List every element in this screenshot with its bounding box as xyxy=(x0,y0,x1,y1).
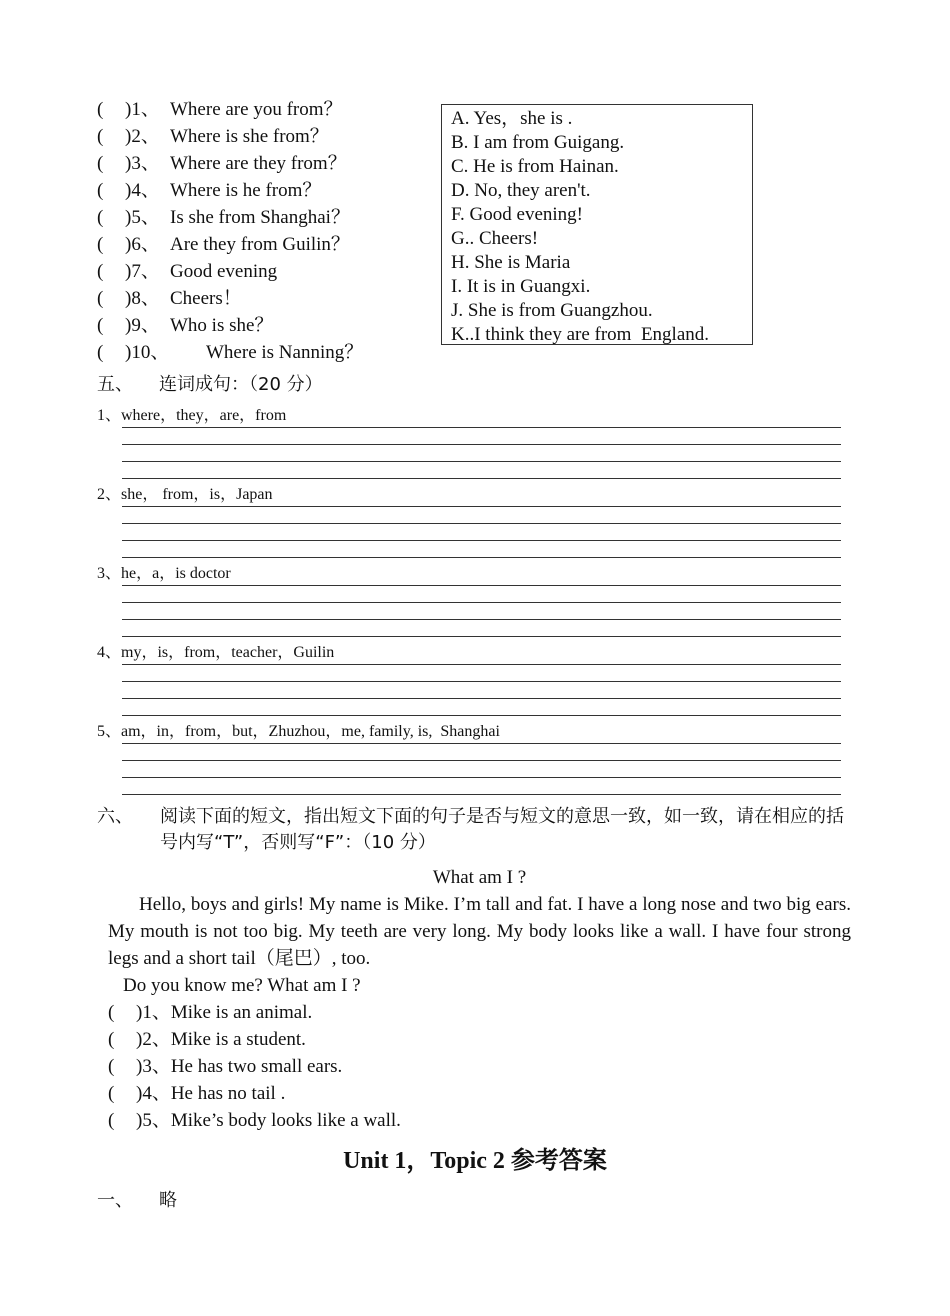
question-row: ( )10、 Where is Nanning？ xyxy=(97,342,364,363)
answer-text: 略 xyxy=(159,1190,177,1211)
answer-line[interactable] xyxy=(122,444,841,461)
option-row: C. He is from Hainan. xyxy=(451,156,619,177)
answer-mark: 一、 xyxy=(97,1190,133,1211)
option-row: K..I think they are from England. xyxy=(451,324,710,345)
section5-heading xyxy=(97,370,323,396)
sentence-prompt: 1、where，they，are，from xyxy=(97,407,287,424)
answer-line[interactable] xyxy=(122,540,841,557)
answer-line[interactable] xyxy=(122,698,841,715)
option-row: F. Good evening! xyxy=(451,204,583,225)
tf-statement: ( )5、Mike’s body looks like a wall. xyxy=(108,1110,401,1131)
option-row: I. It is in Guangxi. xyxy=(451,276,591,297)
sentence-item-3 xyxy=(97,563,841,653)
answer-line[interactable] xyxy=(122,506,841,523)
answer-line[interactable] xyxy=(122,681,841,698)
sentence-prompt: 5、am，in，from，but，Zhuzhou，me, family, is, Shanghai xyxy=(97,723,500,740)
sentence-item-2 xyxy=(97,484,841,574)
answer-key-first xyxy=(97,1186,177,1212)
option-row: D. No, they aren't. xyxy=(451,180,591,201)
answer-key-title: Unit 1，Topic 2 参考答案 xyxy=(343,1148,607,1174)
answer-line[interactable] xyxy=(122,743,841,760)
passage-body: Hello, boys and girls! My name is Mike. I’m tall and fat. I have a long nose and two big ears. My mouth is not too big. My teeth are very long. My body looks like a wall. I have four strong legs and a short tail（尾巴）, too. xyxy=(108,894,851,969)
answer-line[interactable] xyxy=(122,664,841,681)
answer-options-box xyxy=(441,104,753,345)
question-row: ( )3、 Where are they from？ xyxy=(97,153,347,174)
question-row: ( )9、 Who is she？ xyxy=(97,315,274,336)
option-row: B. I am from Guigang. xyxy=(451,132,625,153)
question-row: ( )8、 Cheers！ xyxy=(97,288,242,309)
passage-question: Do you know me? What am I ? xyxy=(123,975,361,996)
option-row: A. Yes，she is . xyxy=(451,108,573,129)
reading-passage xyxy=(108,864,851,1134)
tf-statement: ( )1、Mike is an animal. xyxy=(108,1002,313,1023)
question-row: ( )4、 Where is he from？ xyxy=(97,180,322,201)
answer-line[interactable] xyxy=(122,461,841,478)
sentence-item-4 xyxy=(97,642,841,732)
answer-line[interactable] xyxy=(122,523,841,540)
tf-statement: ( )3、He has two small ears. xyxy=(108,1056,343,1077)
section6-mark: 六、 xyxy=(97,806,133,827)
question-row: ( )7、 Good evening xyxy=(97,261,278,282)
question-row: ( )2、 Where is she from？ xyxy=(97,126,329,147)
answer-line[interactable] xyxy=(122,427,841,444)
tf-statement: ( )2、Mike is a student. xyxy=(108,1029,306,1050)
tf-statement: ( )4、He has no tail . xyxy=(108,1083,286,1104)
question-row: ( )6、 Are they from Guilin？ xyxy=(97,234,350,255)
section5-mark: 五、 xyxy=(97,374,133,395)
answer-line[interactable] xyxy=(122,619,841,636)
answer-line[interactable] xyxy=(122,585,841,602)
answer-line[interactable] xyxy=(122,760,841,777)
section6-heading xyxy=(97,804,857,856)
section6-title: 阅读下面的短文，指出短文下面的句子是否与短文的意思一致，如一致，请在相应的括号内写“T”，否则写“F”：（10 分） xyxy=(160,806,844,853)
matching-questions xyxy=(97,96,363,366)
question-row: ( )5、 Is she from Shanghai？ xyxy=(97,207,350,228)
sentence-prompt: 4、my，is，from，teacher，Guilin xyxy=(97,644,335,661)
sentence-prompt: 3、he，a，is doctor xyxy=(97,565,231,582)
option-row: G.. Cheers! xyxy=(451,228,539,249)
answer-line[interactable] xyxy=(122,602,841,619)
option-row: J. She is from Guangzhou. xyxy=(451,300,653,321)
passage-title: What am I ? xyxy=(432,867,527,888)
sentence-item-1 xyxy=(97,405,841,495)
sentence-item-5 xyxy=(97,721,841,811)
section5-title: 连词成句：（20 分） xyxy=(159,374,323,395)
answer-line[interactable] xyxy=(122,777,841,794)
question-row: ( )1、 Where are you from？ xyxy=(97,99,343,120)
sentence-prompt: 2、she， from，is，Japan xyxy=(97,486,273,503)
option-row: H. She is Maria xyxy=(451,252,571,273)
